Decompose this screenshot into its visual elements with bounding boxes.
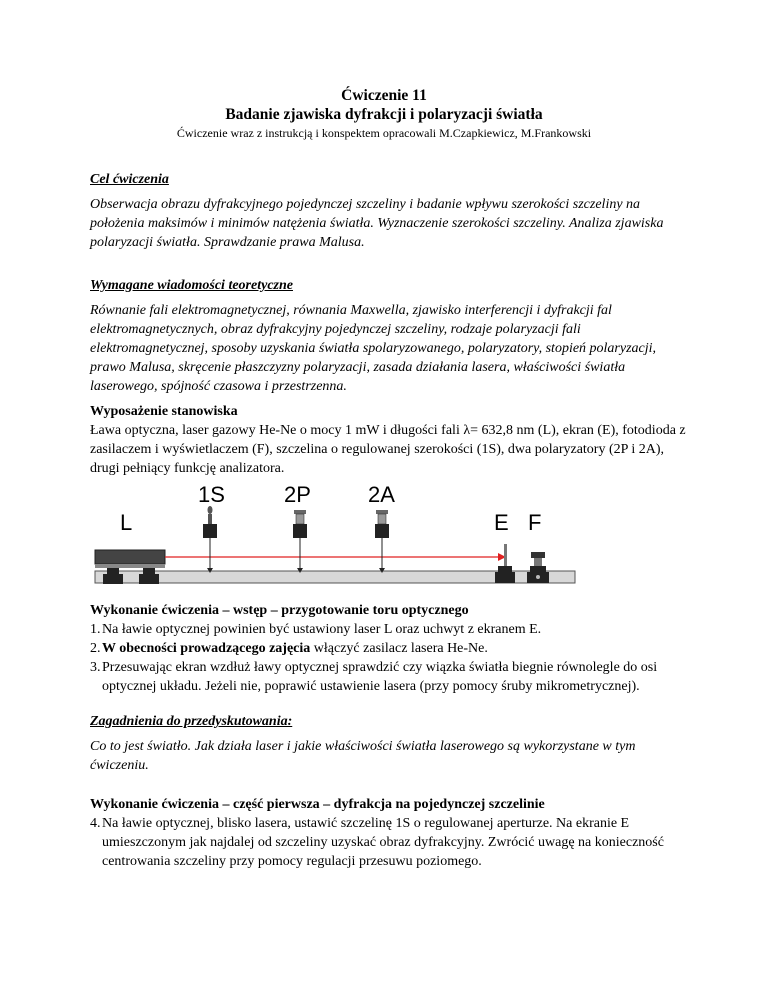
screen-holder <box>495 544 515 583</box>
photodiode-holder <box>527 552 549 583</box>
discussion-section <box>90 712 690 775</box>
laser-body <box>95 550 165 564</box>
part1-heading: Wykonanie ćwiczenia – część pierwsza – dyfrakcja na pojedynczej szczelinie <box>90 797 545 812</box>
exercise-subtitle: Badanie zjawiska dyfrakcji i polaryzacji światła <box>225 106 543 123</box>
list-item: 3. Przesuwając ekran wzdłuż ławy optycznej sprawdzić czy wiązka światła biegnie równolegle do osi optycznej układu. Jeżeli nie, poprawić ustawienie lasera (przy pomocy śruby mikrometrycznej). <box>90 660 658 694</box>
equipment-text: Ława optyczna, laser gazowy He-Ne o mocy 1 mW i długości fali λ= 632,8 nm (L), ekran (E), fotodioda z zasilaczem i wyświetlaczem (F), szczelina o regulowanej szerokości (1S), dwa polaryzatory (2P i 2A), drugi pełniący funkcję analizatora. <box>90 423 686 476</box>
goal-heading: Cel ćwiczenia <box>90 172 169 187</box>
discussion-heading: Zagadnienia do przedyskutowania: <box>90 714 293 729</box>
label-photodiode: F <box>528 510 542 535</box>
goal-section <box>90 170 690 252</box>
laser-base <box>95 564 165 568</box>
polarizer-holder <box>293 510 307 573</box>
label-polarizer: 2P <box>284 482 311 507</box>
intro-section <box>90 601 690 696</box>
goal-text: Obserwacja obrazu dyfrakcyjnego pojedynczej szczeliny i badanie wpływu szerokości szczeliny na położenia maksimów i minimów natężenia światła. Wyznaczenie szerokości szczeliny. Analiza zjawiska polaryzacji światła. Sprawdzanie prawa Malusa. <box>90 197 664 250</box>
intro-heading: Wykonanie ćwiczenia – wstęp – przygotowanie toru optycznego <box>90 603 469 618</box>
part1-section <box>90 795 690 871</box>
slit-holder <box>203 506 217 573</box>
theory-text: Równanie fali elektromagnetycznej, równania Maxwella, zjawisko interferencji i dyfrakcji fal elektromagnetycznych, obraz dyfrakcyjny pojedynczej szczeliny, rodzaje polaryzacji fali elektromagnetycznej, sposoby uzyskania światła spolaryzowanego, polaryzatory, stopień polaryzacji, prawo Malusa, skręcenie płaszczyzny polaryzacji, zasada działania lasera, właściwości światła laserowego, spójność czasowa i przestrzenna. <box>90 303 657 394</box>
laser-stand-right <box>143 568 155 574</box>
analyzer-holder <box>375 510 389 573</box>
intro-steps <box>90 620 690 696</box>
theory-heading: Wymagane wiadomości teoretyczne <box>90 278 293 293</box>
authors-line: Ćwiczenie wraz z instrukcją i konspektem opracowali M.Czapkiewicz, M.Frankowski <box>176 126 592 140</box>
label-slit: 1S <box>198 482 225 507</box>
list-item: 4. Na ławie optycznej, blisko lasera, ustawić szczelinę 1S o regulowanej aperturze. Na ekranie E umieszczonym jak najdalej od szczeliny uzyskać obraz dyfrakcyjny. Zwrócić uwagę na konieczność centrowania szczeliny przy pomocy regulacji przesuwu poziomego. <box>90 816 664 869</box>
laser-stand-left <box>107 568 119 574</box>
label-analyzer: 2A <box>368 482 395 507</box>
laser-foot-left <box>103 574 123 584</box>
part1-steps <box>90 814 690 871</box>
label-screen: E <box>494 510 509 535</box>
discussion-text: Co to jest światło. Jak działa laser i jakie właściwości światła laserowego są wykorzystane w tym ćwiczeniu. <box>90 739 636 773</box>
exercise-title: Ćwiczenie 11 <box>341 87 427 104</box>
list-item: 1. Na ławie optycznej powinien być ustawiony laser L oraz uchwyt z ekranem E. <box>90 622 542 637</box>
optical-bench-diagram <box>90 480 590 590</box>
list-item: 2. W obecności prowadzącego zajęcia włączyć zasilacz lasera He-Ne. <box>90 641 488 656</box>
theory-section <box>90 276 690 396</box>
equipment-section <box>90 402 690 478</box>
label-laser: L <box>120 510 133 535</box>
laser-foot-right <box>139 574 159 584</box>
equipment-heading: Wyposażenie stanowiska <box>90 404 238 419</box>
